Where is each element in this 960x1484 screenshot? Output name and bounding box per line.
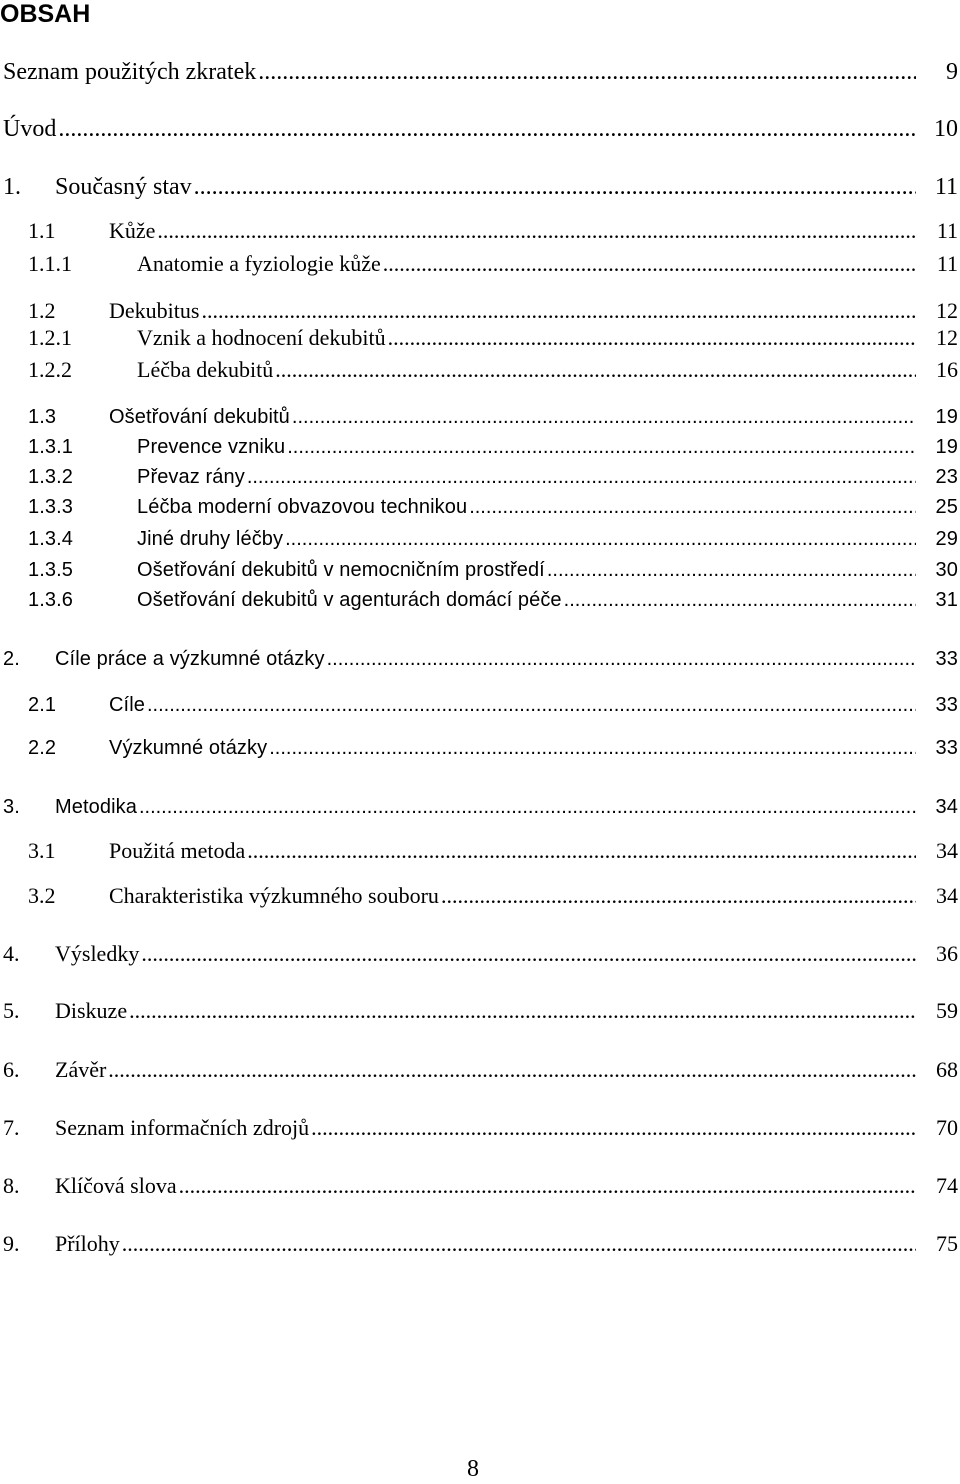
toc-entry-title: Léčba moderní obvazovou technikou: [137, 496, 468, 518]
toc-entry: [0, 555, 960, 585]
toc-entry: [0, 996, 960, 1026]
toc-entry-page: 33: [934, 690, 958, 720]
toc-entry-title: Ošetřování dekubitů v nemocničním prostředí: [137, 559, 545, 581]
toc-entry-number: 1.3.4: [28, 528, 73, 550]
toc-entry-number: 1.3.5: [28, 559, 73, 581]
dot-leader: [441, 881, 916, 911]
toc-entry-number: 5.: [3, 998, 20, 1023]
toc-entry-title: Jiné druhy léčby: [137, 528, 284, 550]
toc-entry: [0, 690, 960, 720]
toc-entry: [0, 1113, 960, 1143]
toc-entry-number: 1.3.1: [28, 436, 73, 458]
toc-entry: [0, 114, 960, 144]
toc-entry-title: Charakteristika výzkumného souboru: [109, 883, 439, 908]
toc-entry-title: Cíle: [109, 694, 145, 716]
toc-entry-title: Klíčová slova: [55, 1173, 177, 1198]
toc-entry: [0, 792, 960, 822]
dot-leader: [141, 939, 916, 969]
dot-leader: [564, 585, 916, 615]
toc-entry-title: Závěr: [55, 1057, 107, 1082]
toc-entry: [0, 733, 960, 763]
toc-entry-page: 16: [934, 355, 958, 385]
toc-entry-number: 8.: [3, 1173, 20, 1198]
dot-leader: [247, 836, 916, 866]
dot-leader: [247, 462, 916, 492]
toc-entry-number: 1.3.6: [28, 589, 73, 611]
dot-leader: [157, 216, 916, 246]
toc-entry: [0, 432, 960, 462]
toc-entry-page: 75: [934, 1229, 958, 1259]
toc-entry: [0, 1055, 960, 1085]
toc-entry: [0, 172, 960, 202]
toc-entry: [0, 492, 960, 522]
toc-entry-number: 1.3: [28, 406, 57, 428]
toc-entry-title: Přílohy: [55, 1231, 120, 1256]
toc-entry: [0, 836, 960, 866]
toc-entry-page: 23: [934, 462, 958, 492]
dot-leader: [311, 1113, 916, 1143]
toc-entry-title: Použitá metoda: [109, 838, 246, 863]
toc-entry-page: 11: [934, 174, 958, 200]
dot-leader: [179, 1171, 916, 1201]
toc-entry: [0, 57, 960, 87]
toc-entry-page: 33: [934, 733, 958, 763]
toc-entry-number: 1.1: [28, 218, 56, 243]
toc-entry-title: Cíle práce a výzkumné otázky: [55, 648, 325, 670]
dot-leader: [147, 690, 916, 720]
toc-entry: [0, 644, 960, 674]
toc-entry-page: 30: [934, 555, 958, 585]
dot-leader: [58, 114, 916, 144]
toc-entry-page: 10: [934, 116, 958, 142]
toc-entry-title: Vznik a hodnocení dekubitů: [137, 325, 386, 350]
toc-entry-page: 12: [934, 296, 958, 326]
toc-entry-title: Dekubitus: [109, 298, 200, 323]
toc-entry-page: 25: [934, 492, 958, 522]
toc-entry-number: 6.: [3, 1057, 20, 1082]
toc-entry-number: 1.2: [28, 298, 56, 323]
toc-entry: [0, 249, 960, 279]
toc-entry-title: Výzkumné otázky: [109, 737, 268, 759]
toc-entry-page: 36: [934, 939, 958, 969]
toc-entry-page: 9: [946, 59, 958, 85]
toc-entry-title: Ošetřování dekubitů v agenturách domácí péče: [137, 589, 562, 611]
toc-entry-number: 1.: [3, 174, 21, 200]
toc-entry-page: 59: [934, 996, 958, 1026]
dot-leader: [547, 555, 916, 585]
toc-entry-title: Výsledky: [55, 941, 140, 966]
toc-entry: [0, 881, 960, 911]
toc-entry-title: Převaz rány: [137, 466, 245, 488]
toc-entry-page: 74: [934, 1171, 958, 1201]
toc-entry-title: Kůže: [109, 218, 156, 243]
toc-entry: [0, 1229, 960, 1259]
toc-entry-number: 1.1.1: [28, 251, 72, 276]
toc-entry-title: Úvod: [3, 116, 57, 142]
toc-entry-number: 1.3.3: [28, 496, 73, 518]
toc-entry-title: Současný stav: [55, 174, 192, 200]
dot-leader: [287, 432, 916, 462]
toc-entry-title: Prevence vzniku: [137, 436, 286, 458]
toc-entry: [0, 939, 960, 969]
dot-leader: [388, 323, 916, 353]
toc-entry-page: 34: [934, 836, 958, 866]
toc-entry-number: 3.: [3, 796, 20, 818]
toc-entry-page: 11: [935, 216, 958, 246]
toc-entry: [0, 524, 960, 554]
dot-leader: [285, 524, 916, 554]
toc-entry-number: 2.1: [28, 694, 57, 716]
toc-entry-title: Ošetřování dekubitů: [109, 406, 290, 428]
toc-entry-number: 1.2.2: [28, 357, 72, 382]
toc-heading: OBSAH: [0, 0, 91, 28]
toc-entry-number: 2.2: [28, 737, 57, 759]
dot-leader: [469, 492, 916, 522]
toc-entry-title: Léčba dekubitů: [137, 357, 274, 382]
dot-leader: [201, 296, 916, 326]
dot-leader: [129, 996, 916, 1026]
toc-entry-title: Anatomie a fyziologie kůže: [137, 251, 381, 276]
toc-entry-page: 31: [934, 585, 958, 615]
toc-entry: [0, 402, 960, 432]
toc-entry-number: 1.3.2: [28, 466, 73, 488]
dot-leader: [122, 1229, 916, 1259]
toc-entry-page: 34: [934, 881, 958, 911]
dot-leader: [275, 355, 916, 385]
dot-leader: [292, 402, 916, 432]
toc-entry-page: 19: [934, 432, 958, 462]
toc-entry-number: 9.: [3, 1231, 20, 1256]
toc-entry-number: 3.2: [28, 883, 56, 908]
toc-entry: [0, 355, 960, 385]
dot-leader: [258, 57, 916, 87]
toc-entry-number: 1.2.1: [28, 325, 72, 350]
toc-entry-page: 34: [934, 792, 958, 822]
dot-leader: [194, 172, 916, 202]
dot-leader: [383, 249, 916, 279]
toc-entry-number: 7.: [3, 1115, 20, 1140]
toc-entry: [0, 216, 960, 246]
dot-leader: [139, 792, 916, 822]
toc-entry-page: 68: [934, 1055, 958, 1085]
toc-entry-page: 70: [934, 1113, 958, 1143]
toc-entry-title: Seznam použitých zkratek: [3, 59, 257, 85]
toc-entry-page: 19: [934, 402, 958, 432]
toc-entry-number: 4.: [3, 941, 20, 966]
toc-entry: [0, 1171, 960, 1201]
toc-entry: [0, 585, 960, 615]
dot-leader: [327, 644, 916, 674]
dot-leader: [108, 1055, 916, 1085]
toc-entry-title: Metodika: [55, 796, 137, 818]
toc-entry-title: Diskuze: [55, 998, 128, 1023]
toc-entry-number: 3.1: [28, 838, 56, 863]
toc-entry: [0, 462, 960, 492]
toc-entry-page: 12: [934, 323, 958, 353]
toc-entry-page: 29: [934, 524, 958, 554]
toc-entry-number: 2.: [3, 648, 20, 670]
page-number: 8: [467, 1456, 479, 1482]
toc-entry-page: 33: [934, 644, 958, 674]
toc-entry-title: Seznam informačních zdrojů: [55, 1115, 310, 1140]
toc-entry-page: 11: [935, 249, 958, 279]
toc-entry: [0, 296, 960, 326]
dot-leader: [269, 733, 916, 763]
toc-entry: [0, 323, 960, 353]
